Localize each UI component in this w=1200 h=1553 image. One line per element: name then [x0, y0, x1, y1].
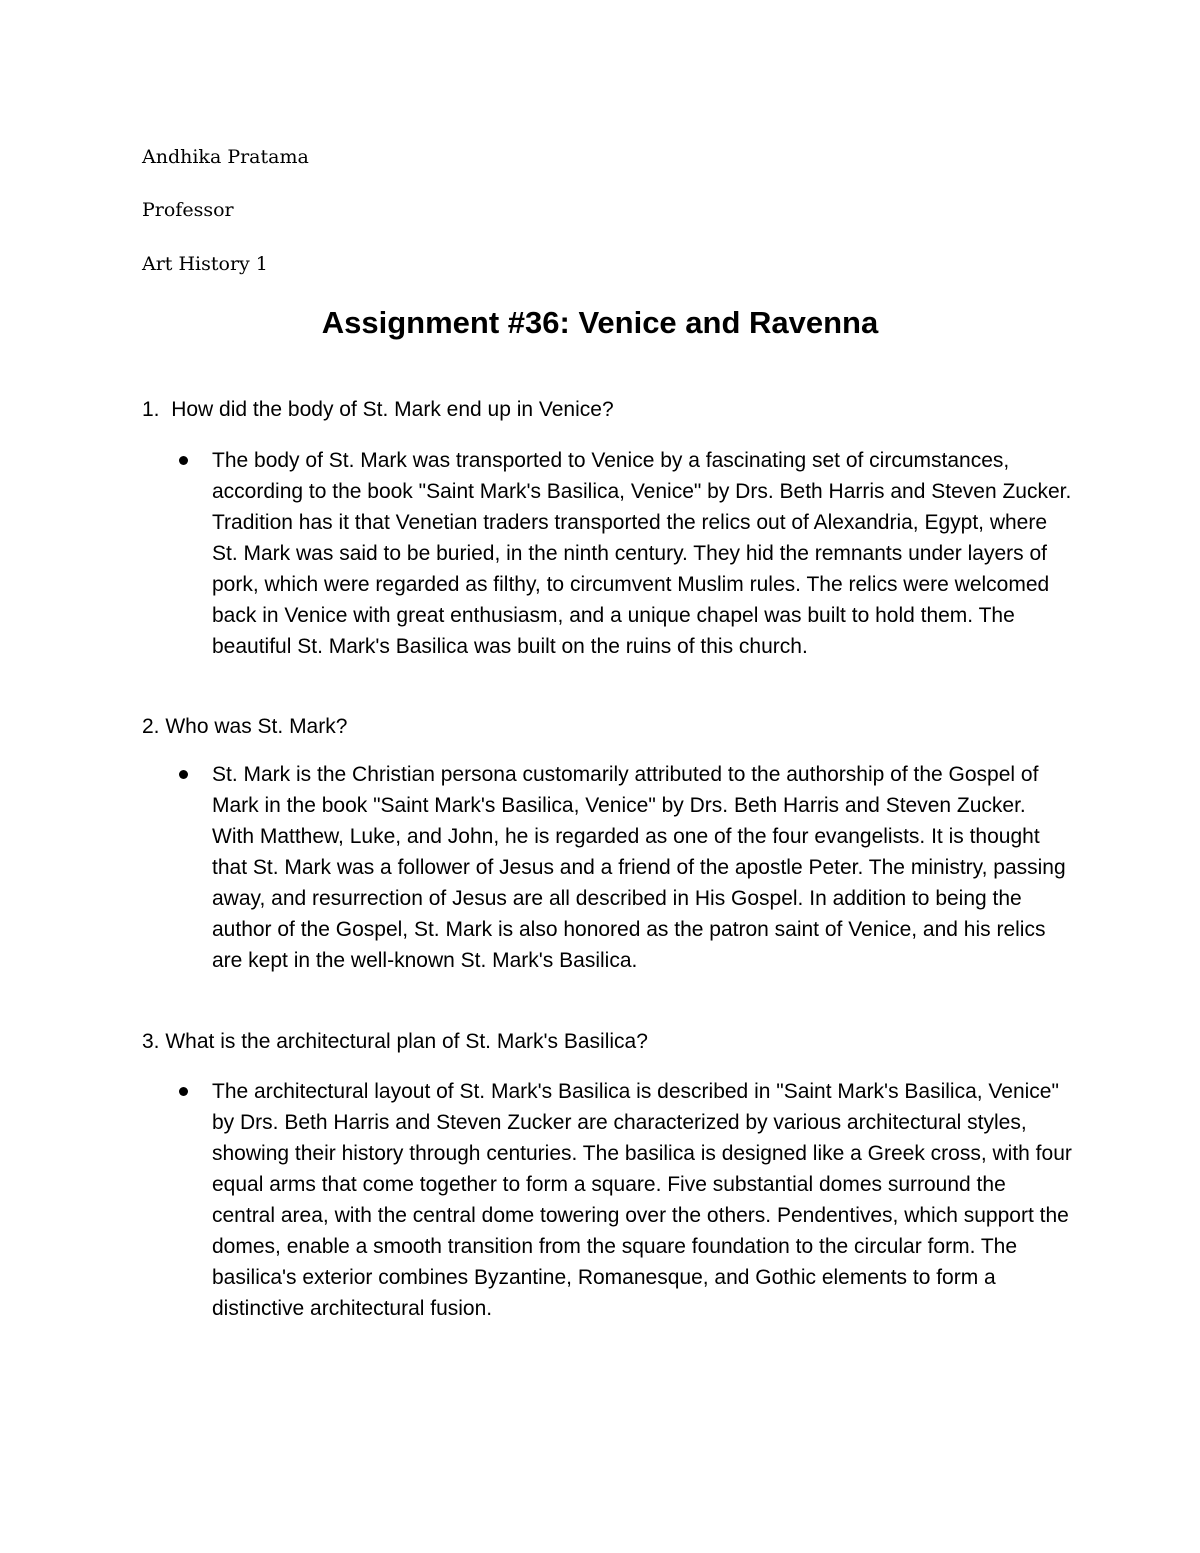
course-line: Art History 1: [142, 253, 268, 275]
question-2: [142, 714, 347, 740]
answer-1: The body of St. Mark was transported to Venice by a fascinating set of circumstances, according to the book "Saint Mark's Basilica, Venice" by Drs. Beth Harris and Steven Zucker. Tradition has it that Venetian traders transported the relics out of Alexandria, Egypt, where St. Mark was said to be buried, in the ninth century. They hid the remnants under layers of pork, which were regarded as filthy, to circumvent Muslim rules. The relics were welcomed back in Venice with great enthusiasm, and a unique chapel was built to hold them. The beautiful St. Mark's Basilica was built on the ruins of this church.: [212, 449, 1072, 658]
question-text: How did the body of St. Mark end up in Venice?: [171, 398, 614, 421]
document-title: Assignment #36: Venice and Ravenna: [321, 305, 879, 340]
answer-2: St. Mark is the Christian persona customarily attributed to the authorship of the Gospel of Mark in the book "Saint Mark's Basilica, Venice" by Drs. Beth Harris and Steven Zucker. With Matthew, Luke, and John, he is regarded as one of the four evangelists. It is thought that St. Mark was a follower of Jesus and a friend of the apostle Peter. The ministry, passing away, and resurrection of Jesus are all described in His Gospel. In addition to being the author of the Gospel, St. Mark is also honored as the patron saint of Venice, and his relics are kept in the well-known St. Mark's Basilica.: [212, 763, 1066, 972]
question-number: 1.: [142, 398, 160, 421]
question-number: 2.: [142, 715, 160, 738]
question-number: 3.: [142, 1030, 160, 1053]
bullet-icon: [179, 1087, 188, 1096]
bullet-icon: [179, 770, 188, 779]
answer-3: The architectural layout of St. Mark's Basilica is described in "Saint Mark's Basilica, Venice" by Drs. Beth Harris and Steven Zucker are characterized by various architectural styles, showing their history through centuries. The basilica is designed like a Greek cross, with four equal arms that come together to form a square. Five substantial domes surround the central area, with the central dome towering over the others. Pendentives, which support the domes, enable a smooth transition from the square foundation to the circular form. The basilica's exterior combines Byzantine, Romanesque, and Gothic elements to form a distinctive architectural fusion.: [212, 1080, 1072, 1320]
question-3: [142, 1029, 648, 1055]
bullet-icon: [179, 456, 188, 465]
student-name: Andhika Pratama: [142, 146, 309, 168]
question-text: What is the architectural plan of St. Mark's Basilica?: [165, 1030, 648, 1053]
professor-line: Professor: [142, 199, 234, 221]
question-1: [142, 397, 614, 423]
question-text: Who was St. Mark?: [165, 715, 348, 738]
